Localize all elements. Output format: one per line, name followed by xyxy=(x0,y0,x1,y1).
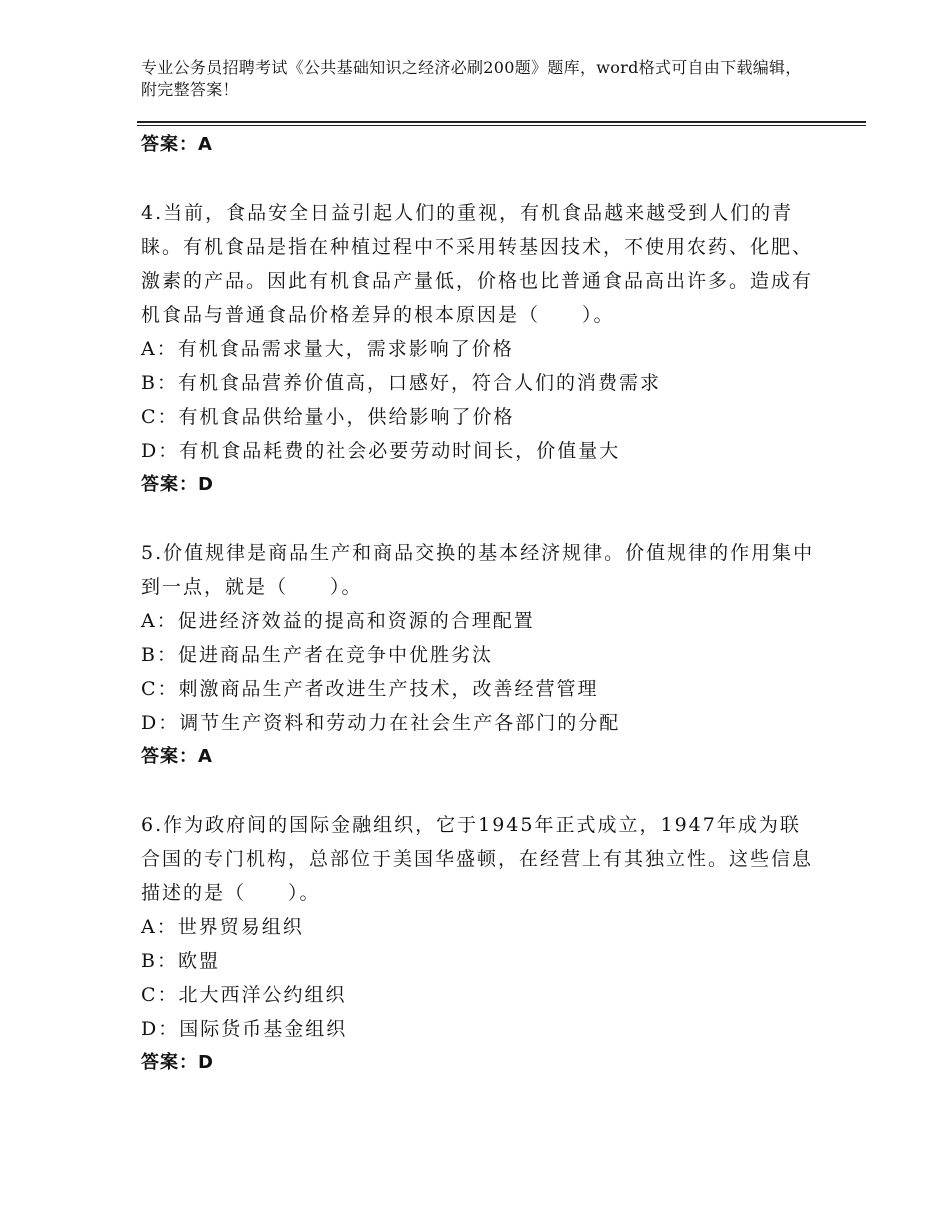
option-c: C：有机食品供给量小，供给影响了价格 xyxy=(141,406,515,428)
option-b: B：欧盟 xyxy=(141,950,220,972)
answer-line: 答案：D xyxy=(141,1052,214,1073)
question-stem: 4.当前，食品安全日益引起人们的重视，有机食品越来越受到人们的青睐。有机食品是指在种植过程中不采用转基因技术，不使用农药、化肥、激素的产品。因此有机食品产量低，价格也比普通食品高出许多。造成有机食品与普通食品价格差异的根本原因是（ ）。 xyxy=(141,202,814,326)
question-5 xyxy=(141,536,821,774)
header-rule-thick xyxy=(137,121,866,123)
option-b: B：促进商品生产者在竞争中优胜劣汰 xyxy=(141,644,493,666)
question-stem: 6.作为政府间的国际金融组织，它于1945年正式成立，1947年成为联合国的专门机构，总部位于美国华盛顿，在经营上有其独立性。这些信息描述的是（ ）。 xyxy=(141,814,814,904)
option-c: C：北大西洋公约组织 xyxy=(141,984,347,1006)
document-header: 专业公务员招聘考试《公共基础知识之经济必刷200题》题库，word格式可自由下载编辑，附完整答案！ xyxy=(141,58,802,99)
previous-question-answer: 答案：A xyxy=(141,134,213,155)
answer-line: 答案：A xyxy=(141,746,213,767)
question-stem: 5.价值规律是商品生产和商品交换的基本经济规律。价值规律的作用集中到一点，就是（ ）。 xyxy=(141,542,815,598)
option-d: D：调节生产资料和劳动力在社会生产各部门的分配 xyxy=(141,712,621,734)
option-a: A：有机食品需求量大，需求影响了价格 xyxy=(141,338,514,360)
option-c: C：刺激商品生产者改进生产技术，改善经营管理 xyxy=(141,678,599,700)
option-d: D：国际货币基金组织 xyxy=(141,1018,348,1040)
header-rule-thin xyxy=(137,125,866,126)
option-d: D：有机食品耗费的社会必要劳动时间长，价值量大 xyxy=(141,440,621,462)
question-4 xyxy=(141,196,821,502)
question-6 xyxy=(141,808,821,1080)
option-b: B：有机食品营养价值高，口感好，符合人们的消费需求 xyxy=(141,372,661,394)
question-list xyxy=(141,128,821,1080)
option-a: A：世界贸易组织 xyxy=(141,916,304,938)
answer-line: 答案：D xyxy=(141,474,214,495)
option-a: A：促进经济效益的提高和资源的合理配置 xyxy=(141,610,535,632)
